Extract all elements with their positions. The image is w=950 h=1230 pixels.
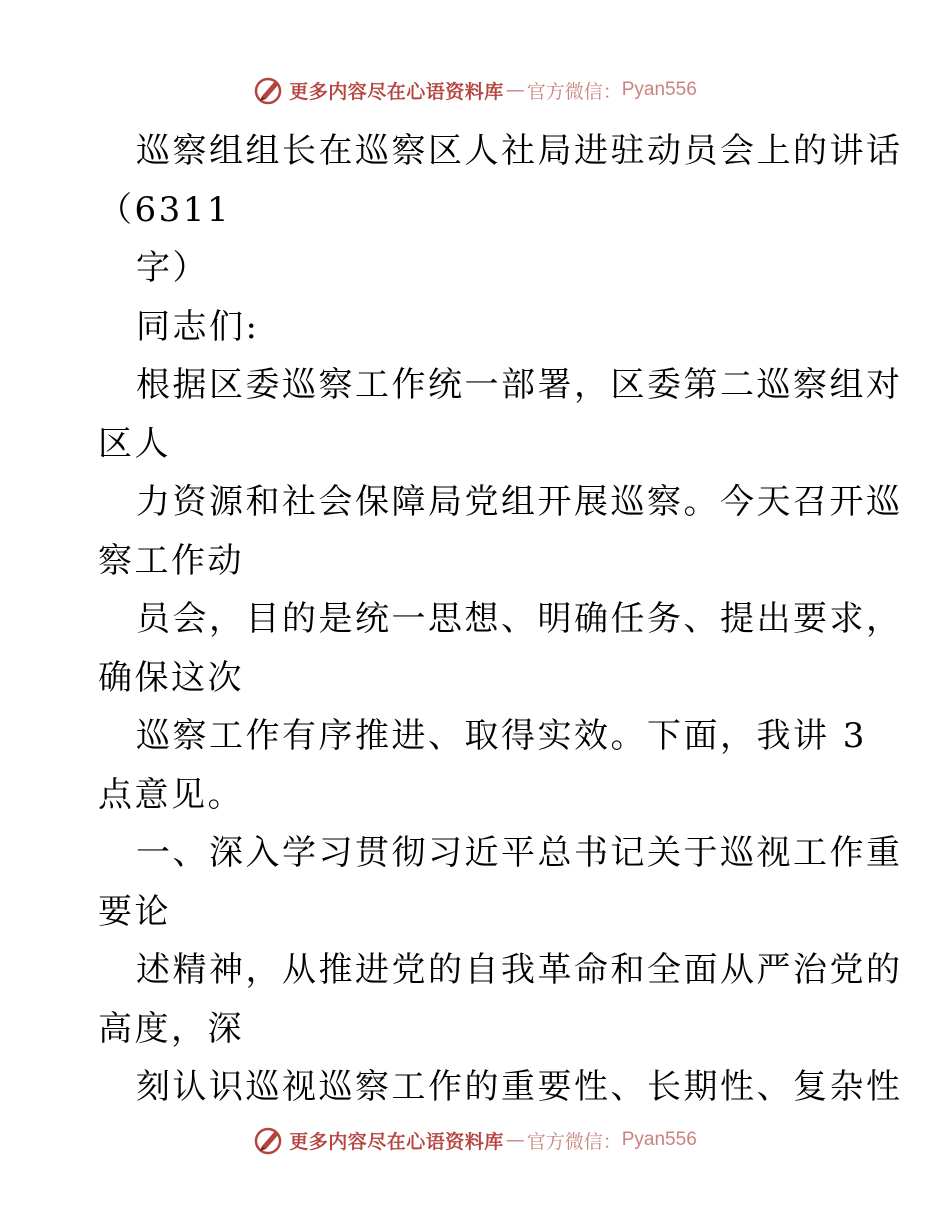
text-line: 力资源和社会保障局党组开展巡察。今天召开巡	[136, 482, 903, 522]
text-line: 员会，目的是统一思想、明确任务、提出要求，	[136, 599, 903, 639]
header-wechat-id: Pyan556	[621, 79, 697, 100]
header-separator: —	[505, 79, 525, 101]
text-line: 确保这次	[98, 657, 244, 698]
footer-wechat-label: 官方微信：	[526, 1130, 622, 1153]
pen-logo-icon	[253, 1124, 285, 1156]
text-line: 一、深入学习贯彻习近平总书记关于巡视工作重	[136, 833, 903, 873]
footer-wechat-id: Pyan556	[621, 1129, 697, 1150]
header-banner	[0, 70, 950, 110]
document-body	[98, 122, 903, 1117]
text-line: 察工作动	[98, 540, 244, 581]
text-line: 区人	[98, 423, 171, 464]
footer-separator: —	[505, 1129, 525, 1151]
text-line: 根据区委巡察工作统一部署，区委第二巡察组对	[136, 365, 903, 405]
text-line: （6311	[98, 189, 232, 230]
text-line: 高度，深	[98, 1008, 244, 1049]
text-line: 巡察工作有序推进、取得实效。下面，我讲 3	[136, 716, 867, 756]
text-line: 要论	[98, 891, 171, 932]
text-line: 字）	[136, 248, 209, 288]
text-line: 刻认识巡视巡察工作的重要性、长期性、复杂性	[136, 1067, 903, 1107]
text-line: 点意见。	[98, 774, 244, 815]
text-line: 巡察组组长在巡察区人社局进驻动员会上的讲话	[136, 131, 903, 171]
text-line: 同志们:	[136, 306, 260, 347]
footer-banner	[0, 1120, 950, 1160]
pen-logo-icon	[253, 74, 285, 106]
header-promo-text: 更多内容尽在心语资料库	[289, 80, 504, 103]
header-wechat-label: 官方微信：	[526, 80, 622, 103]
text-line: 述精神，从推进党的自我革命和全面从严治党的	[136, 950, 903, 990]
footer-promo-text: 更多内容尽在心语资料库	[289, 1130, 504, 1153]
